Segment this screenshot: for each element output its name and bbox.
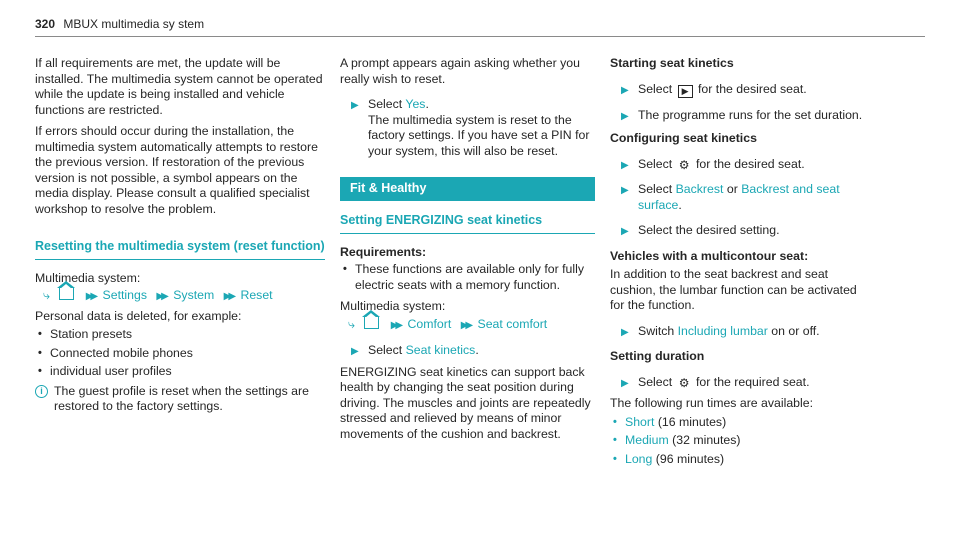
path-arrow-icon: ⤷	[348, 316, 355, 331]
bullet-icon: •	[38, 328, 42, 340]
update-intro-text: If all requirements are met, the update will be installed. The multimedia system cannot be operated while the update is being installed and vehicle functions are restricted.	[35, 56, 323, 117]
bullet-icon: •	[38, 346, 42, 359]
step-arrow-icon: ▶	[621, 226, 629, 237]
energizing-section-rule	[340, 233, 595, 234]
path-reset[interactable]: Reset	[240, 288, 273, 302]
duration-text: (16 minutes)	[654, 414, 727, 429]
step-text: The programme runs for the set duration.	[638, 107, 863, 122]
column-2	[340, 56, 595, 448]
step-text: Select	[368, 343, 406, 357]
step-text: Select	[638, 374, 676, 389]
step-text: Select the desired setting.	[638, 223, 780, 237]
long-option[interactable]: Long	[625, 451, 653, 466]
step-arrow-icon: ▶	[621, 377, 629, 389]
list-item-text: These functions are available only for fully electric seats with a memory function.	[355, 262, 584, 292]
list-item	[35, 327, 325, 343]
bullet-icon: •	[613, 415, 617, 428]
list-item-text: Station presets	[50, 327, 133, 341]
including-lumbar-option[interactable]: Including lumbar	[677, 323, 768, 338]
step-config-select	[610, 157, 865, 173]
double-chevron-icon: ▶▶	[223, 291, 234, 302]
guest-profile-note	[35, 384, 325, 415]
multimedia-system-label: Multimedia system:	[340, 299, 446, 313]
double-chevron-icon: ▶▶	[460, 319, 471, 331]
path-seat-comfort[interactable]: Seat comfort	[477, 316, 548, 331]
multimedia-system-label: Multimedia system:	[35, 270, 141, 285]
step-start-select	[610, 82, 865, 98]
bullet-icon: •	[613, 434, 617, 446]
fit-healthy-banner: Fit & Healthy	[340, 177, 595, 201]
energizing-section-title: Setting ENERGIZING seat kinetics	[340, 213, 543, 227]
duration-text: (32 minutes)	[668, 433, 741, 447]
reset-section-rule	[35, 259, 325, 260]
seat-kinetics-option[interactable]: Seat kinetics	[405, 343, 476, 357]
page-number: 320	[35, 17, 56, 31]
step-arrow-icon: ▶	[621, 326, 629, 338]
note-text: The guest profile is reset when the settings are restored to the factory settings.	[54, 383, 309, 413]
energizing-description: ENERGIZING seat kinetics can support back health by changing the seat position during driving. The muscles and joints are repeatedly stressed and relieved by means of minor movements of the cushion and backrest.	[340, 364, 591, 441]
duration-title: Setting duration	[610, 349, 705, 363]
play-button-icon[interactable]: ▶	[678, 85, 693, 98]
header-divider	[35, 36, 925, 37]
backrest-option[interactable]: Backrest	[675, 182, 724, 196]
list-item	[610, 433, 865, 449]
step-text: or	[723, 182, 742, 196]
column-1	[35, 56, 325, 415]
info-icon: i	[35, 385, 48, 398]
seat-comfort-menu-path	[348, 317, 595, 334]
runtimes-text: The following run times are available:	[610, 396, 814, 410]
reset-section-title: Resetting the multimedia system (reset function)	[35, 239, 325, 253]
step-text: Select	[638, 81, 676, 96]
step-text: Switch	[638, 323, 678, 338]
page-header	[35, 17, 204, 33]
step-config-setting	[610, 223, 865, 239]
path-settings[interactable]: Settings	[102, 288, 147, 302]
step-arrow-icon: ▶	[621, 110, 629, 122]
step-lumbar-switch	[610, 324, 865, 340]
home-icon[interactable]	[59, 288, 74, 300]
list-item	[610, 452, 865, 468]
personal-data-text: Personal data is deleted, for example:	[35, 308, 242, 323]
step-text: Select	[638, 182, 676, 196]
step-text: .	[678, 197, 682, 212]
list-item-text: Connected mobile phones	[50, 345, 193, 360]
step-duration-select	[610, 375, 865, 391]
starting-title: Starting seat kinetics	[610, 56, 734, 70]
requirements-title: Requirements:	[340, 244, 427, 259]
reset-menu-path	[43, 288, 325, 305]
step-text: for the desired seat.	[694, 81, 807, 96]
path-system[interactable]: System	[173, 288, 215, 302]
step-text: .	[475, 343, 479, 357]
multicontour-title: Vehicles with a multicontour seat:	[610, 248, 809, 263]
list-item	[35, 346, 325, 362]
multicontour-text: In addition to the seat backrest and seat cushion, the lumbar function can be activated for the function.	[610, 267, 857, 312]
list-item	[35, 364, 325, 380]
step-arrow-icon: ▶	[621, 185, 629, 196]
step-arrow-icon: ▶	[351, 100, 359, 111]
path-comfort[interactable]: Comfort	[407, 316, 452, 331]
double-chevron-icon: ▶▶	[85, 291, 96, 302]
double-chevron-icon: ▶▶	[390, 319, 401, 331]
path-arrow-icon: ⤷	[43, 288, 50, 302]
gear-icon[interactable]: ⚙	[678, 157, 690, 172]
short-option[interactable]: Short	[625, 414, 655, 429]
bullet-icon: •	[38, 365, 42, 377]
step-text: .	[425, 97, 429, 111]
reset-prompt-text: A prompt appears again asking whether you really wish to reset.	[340, 56, 580, 86]
list-item	[340, 262, 595, 293]
list-item	[610, 415, 865, 431]
step-text: for the desired seat.	[692, 156, 805, 171]
step-text: Select	[368, 97, 406, 111]
column-3	[610, 56, 865, 470]
step-text: for the required seat.	[692, 374, 810, 389]
update-errors-text: If errors should occur during the installation, the multimedia system automatically attempts to restore the previous version. If restoration of the previous version is not possible, a symbol appears on the media display. Please consult a qualified specialist workshop to resolve the problem.	[35, 124, 318, 216]
step-config-backrest	[610, 182, 865, 213]
step-arrow-icon: ▶	[621, 159, 629, 171]
bullet-icon: •	[343, 263, 347, 275]
medium-option[interactable]: Medium	[625, 433, 669, 447]
step-text: on or off.	[767, 323, 820, 338]
double-chevron-icon: ▶▶	[156, 291, 166, 302]
configuring-title: Configuring seat kinetics	[610, 131, 757, 145]
step-select-seat-kinetics	[340, 343, 595, 359]
page-header-title: MBUX multimedia sy stem	[63, 17, 205, 31]
gear-icon[interactable]: ⚙	[678, 375, 690, 390]
step-arrow-icon: ▶	[621, 84, 629, 96]
step-select-yes	[340, 97, 595, 159]
step-programme-runs	[610, 108, 865, 124]
duration-text: (96 minutes)	[652, 451, 725, 466]
bullet-icon: •	[613, 452, 617, 465]
yes-option[interactable]: Yes	[405, 97, 426, 111]
backrest-and-seat-surface-option[interactable]: Backrest and seat surface	[638, 182, 840, 212]
step-text: Select	[638, 156, 676, 171]
list-item-text: individual user profiles	[50, 364, 172, 378]
reset-result-text: The multimedia system is reset to the factory settings. If you have set a PIN for your system, this will also be reset.	[368, 112, 590, 158]
step-arrow-icon: ▶	[351, 346, 359, 357]
home-icon[interactable]	[364, 317, 379, 329]
